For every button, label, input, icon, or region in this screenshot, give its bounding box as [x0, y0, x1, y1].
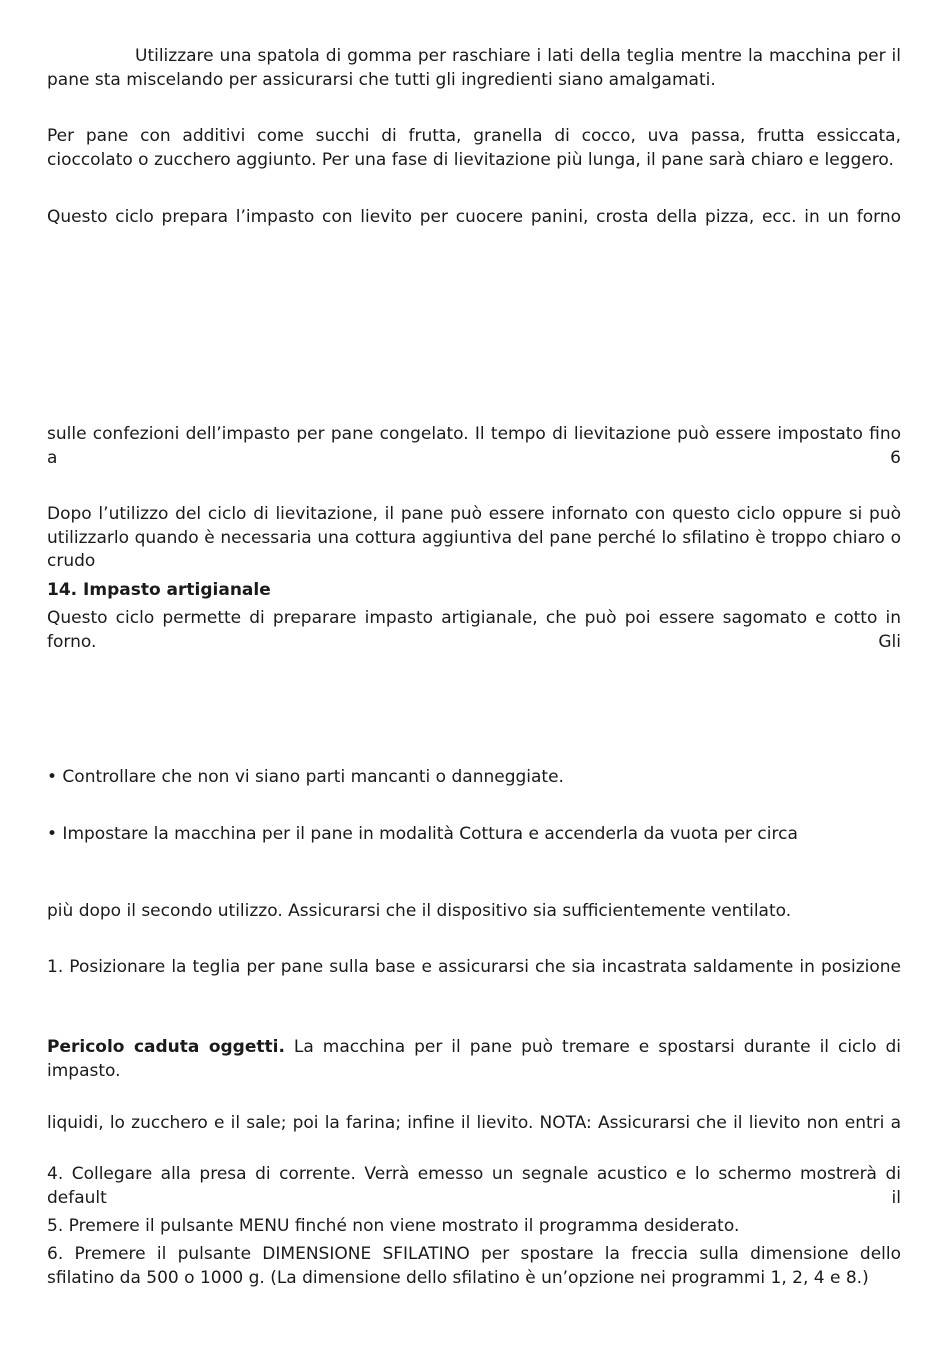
- paragraph-ingredients-order: liquidi, lo zucchero e il sale; poi la farina; infine il lievito. NOTA: Assicurarsi che il lievito non entri a: [47, 1113, 901, 1133]
- paragraph-artisan-dough: Questo ciclo permette di preparare impasto artigianale, che può poi essere sagomato e cotto in forno. Gli: [47, 608, 901, 652]
- warning-paragraph: [47, 1036, 901, 1083]
- paragraph-additives: Per pane con additivi come succhi di frutta, granella di cocco, uva passa, frutta essiccata, cioccolato o zucchero aggiunto. Per una fase di lievitazione più lunga, il pane sarà chiaro e leggero.: [47, 126, 901, 170]
- paragraph-dough-cycle: Questo ciclo prepara l’impasto con lievito per cuocere panini, crosta della pizza, ecc. in un forno: [47, 207, 901, 227]
- bullet-check-parts: • Controllare che non vi siano parti mancanti o danneggiate.: [47, 767, 564, 787]
- paragraph-ventilation: più dopo il secondo utilizzo. Assicurarsi che il dispositivo sia sufficientemente ventilato.: [47, 901, 792, 921]
- warning-label: Pericolo caduta oggetti.: [47, 1037, 285, 1057]
- paragraph-bake-cycle: Dopo l’utilizzo del ciclo di lievitazione, il pane può essere infornato con questo ciclo oppure si può utilizzarlo quando è necessaria una cottura aggiuntiva del pane perché lo sfilatino è troppo chiaro o crudo: [47, 504, 901, 571]
- step-5: 5. Premere il pulsante MENU finché non viene mostrato il programma desiderato.: [47, 1216, 740, 1236]
- step-6: 6. Premere il pulsante DIMENSIONE SFILATINO per spostare la freccia sulla dimensione dello sfilatino da 500 o 1000 g. (La dimensione dello sfilatino è un’opzione nei programmi 1, 2, 4 e 8.): [47, 1244, 901, 1288]
- step-4: 4. Collegare alla presa di corrente. Verrà emesso un segnale acustico e lo schermo mostrerà di default il: [47, 1164, 901, 1208]
- section-heading-14: 14. Impasto artigianale: [47, 580, 271, 600]
- paragraph-frozen-dough: sulle confezioni dell’impasto per pane congelato. Il tempo di lievitazione può essere impostato fino a 6: [47, 424, 901, 468]
- step-1: 1. Posizionare la teglia per pane sulla base e assicurarsi che sia incastrata saldamente in posizione: [47, 957, 901, 977]
- warning-text: La macchina per il pane può tremare e spostarsi durante il ciclo di impasto.: [47, 1037, 901, 1081]
- paragraph-spatula: Utilizzare una spatola di gomma per raschiare i lati della teglia mentre la macchina per il pane sta miscelando per assicurarsi che tutti gli ingredienti siano amalgamati.: [47, 46, 901, 90]
- bullet-bake-mode: • Impostare la macchina per il pane in modalità Cottura e accenderla da vuota per circa: [47, 824, 798, 844]
